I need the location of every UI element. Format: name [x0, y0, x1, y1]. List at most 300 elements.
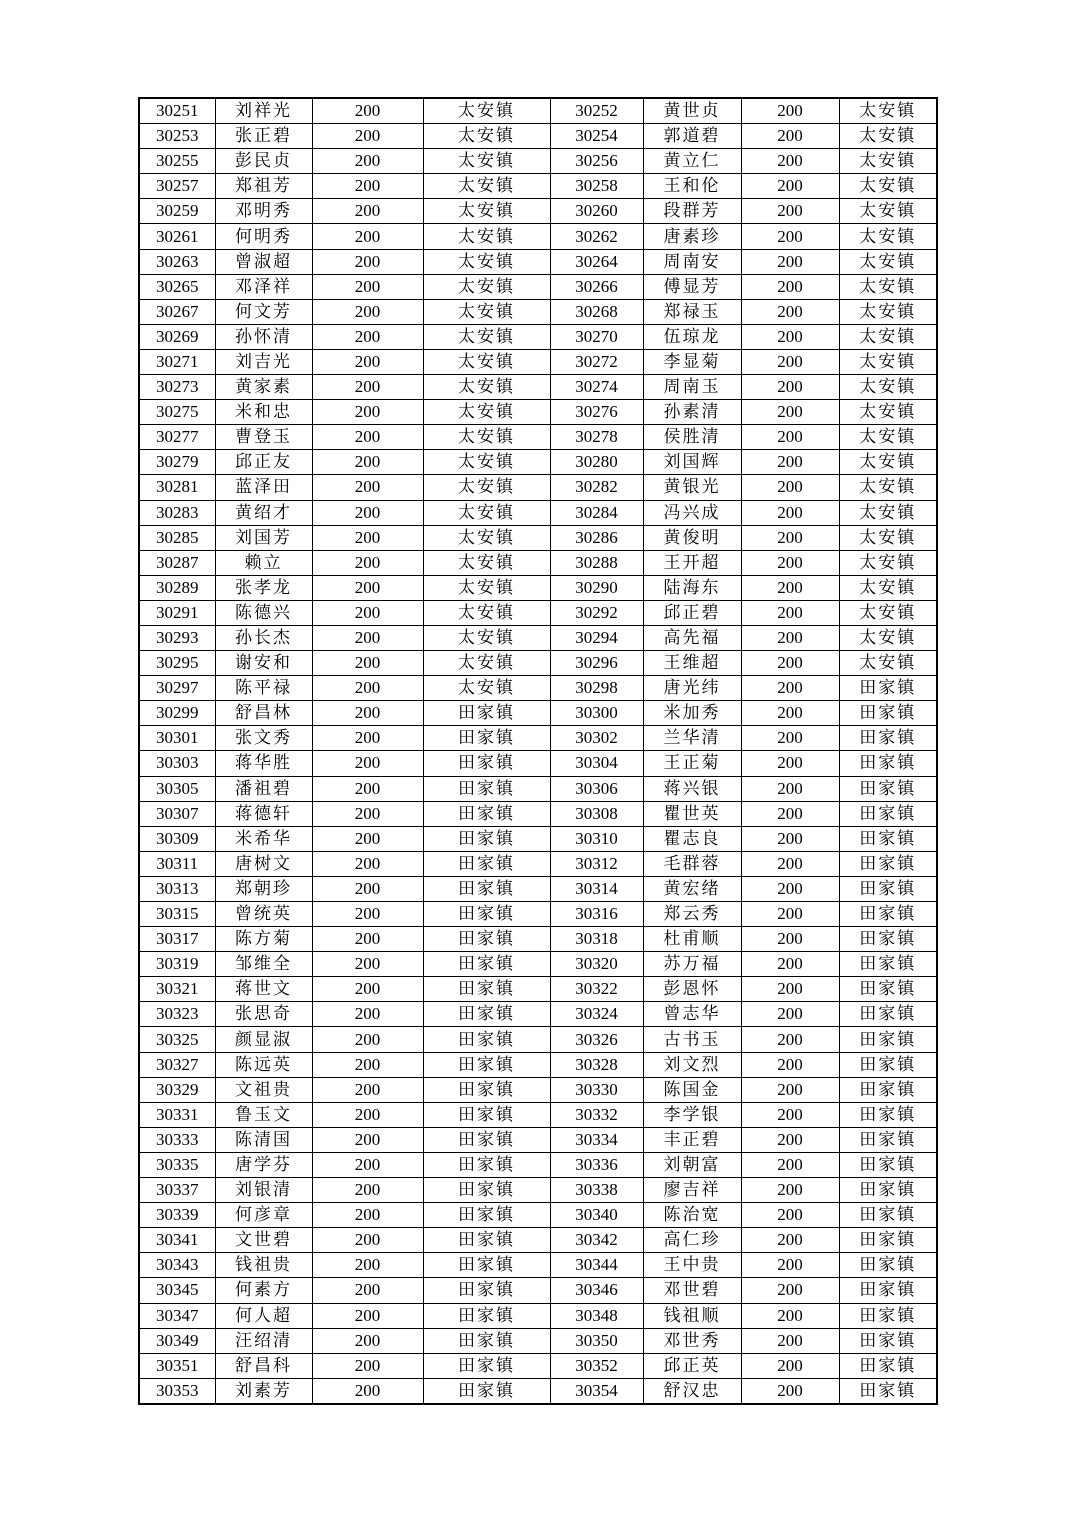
cell-town-left: 田家镇 [423, 977, 550, 1002]
cell-amount-left: 200 [312, 149, 423, 174]
table-row [139, 450, 937, 475]
cell-town-left: 田家镇 [423, 1178, 550, 1203]
cell-amount-right: 200 [741, 600, 839, 625]
cell-town-left: 田家镇 [423, 1152, 550, 1177]
cell-amount-left: 200 [312, 1353, 423, 1378]
cell-amount-right: 200 [741, 575, 839, 600]
table-row [139, 1052, 937, 1077]
cell-name-left: 颜显淑 [215, 1027, 312, 1052]
cell-amount-left: 200 [312, 876, 423, 901]
cell-amount-left: 200 [312, 701, 423, 726]
cell-amount-left: 200 [312, 375, 423, 400]
cell-name-right: 黄世贞 [643, 98, 741, 124]
cell-town-right: 田家镇 [839, 1002, 937, 1027]
cell-town-right: 太安镇 [839, 575, 937, 600]
cell-id-left: 30279 [139, 450, 215, 475]
cell-name-left: 陈平禄 [215, 676, 312, 701]
cell-town-left: 太安镇 [423, 124, 550, 149]
cell-name-left: 陈方菊 [215, 927, 312, 952]
cell-id-right: 30300 [550, 701, 643, 726]
cell-id-left: 30295 [139, 651, 215, 676]
table-row [139, 1378, 937, 1404]
table-row [139, 149, 937, 174]
cell-amount-left: 200 [312, 174, 423, 199]
cell-town-right: 田家镇 [839, 1303, 937, 1328]
cell-name-right: 段群芳 [643, 199, 741, 224]
table-row [139, 1027, 937, 1052]
cell-id-right: 30292 [550, 600, 643, 625]
cell-id-left: 30267 [139, 299, 215, 324]
cell-amount-right: 200 [741, 299, 839, 324]
cell-id-right: 30304 [550, 751, 643, 776]
cell-town-left: 田家镇 [423, 851, 550, 876]
cell-amount-right: 200 [741, 375, 839, 400]
cell-id-left: 30253 [139, 124, 215, 149]
cell-name-left: 张思奇 [215, 1002, 312, 1027]
cell-town-right: 太安镇 [839, 550, 937, 575]
cell-amount-right: 200 [741, 726, 839, 751]
cell-id-left: 30257 [139, 174, 215, 199]
cell-amount-right: 200 [741, 1178, 839, 1203]
cell-name-right: 蒋兴银 [643, 776, 741, 801]
cell-id-right: 30330 [550, 1077, 643, 1102]
cell-amount-left: 200 [312, 1027, 423, 1052]
cell-amount-right: 200 [741, 927, 839, 952]
cell-town-left: 太安镇 [423, 600, 550, 625]
cell-amount-right: 200 [741, 1353, 839, 1378]
cell-name-left: 何文芳 [215, 299, 312, 324]
cell-amount-left: 200 [312, 199, 423, 224]
cell-name-right: 毛群蓉 [643, 851, 741, 876]
cell-name-right: 刘国辉 [643, 450, 741, 475]
cell-town-left: 田家镇 [423, 701, 550, 726]
cell-town-right: 田家镇 [839, 1203, 937, 1228]
cell-town-right: 太安镇 [839, 349, 937, 374]
cell-id-right: 30316 [550, 902, 643, 927]
cell-amount-left: 200 [312, 902, 423, 927]
cell-id-left: 30291 [139, 600, 215, 625]
cell-id-right: 30284 [550, 500, 643, 525]
cell-name-right: 黄立仁 [643, 149, 741, 174]
cell-id-left: 30313 [139, 876, 215, 901]
cell-town-left: 太安镇 [423, 199, 550, 224]
cell-id-right: 30274 [550, 375, 643, 400]
table-row [139, 1328, 937, 1353]
table-row [139, 826, 937, 851]
cell-name-left: 刘国芳 [215, 525, 312, 550]
cell-town-left: 太安镇 [423, 676, 550, 701]
cell-amount-right: 200 [741, 400, 839, 425]
cell-town-right: 太安镇 [839, 425, 937, 450]
cell-name-left: 张孝龙 [215, 575, 312, 600]
cell-id-left: 30333 [139, 1127, 215, 1152]
cell-id-left: 30303 [139, 751, 215, 776]
cell-name-left: 文世碧 [215, 1228, 312, 1253]
cell-town-right: 太安镇 [839, 199, 937, 224]
cell-town-right: 田家镇 [839, 952, 937, 977]
cell-amount-right: 200 [741, 450, 839, 475]
cell-town-right: 太安镇 [839, 324, 937, 349]
table-row [139, 977, 937, 1002]
cell-id-left: 30251 [139, 98, 215, 124]
cell-town-right: 田家镇 [839, 927, 937, 952]
cell-amount-right: 200 [741, 500, 839, 525]
cell-town-right: 太安镇 [839, 98, 937, 124]
cell-town-left: 田家镇 [423, 1353, 550, 1378]
cell-amount-right: 200 [741, 550, 839, 575]
cell-amount-left: 200 [312, 1378, 423, 1404]
cell-amount-right: 200 [741, 776, 839, 801]
cell-town-left: 太安镇 [423, 174, 550, 199]
cell-name-left: 陈远英 [215, 1052, 312, 1077]
cell-name-left: 刘素芳 [215, 1378, 312, 1404]
cell-amount-right: 200 [741, 124, 839, 149]
table-row [139, 776, 937, 801]
cell-id-right: 30350 [550, 1328, 643, 1353]
cell-id-left: 30299 [139, 701, 215, 726]
cell-town-left: 太安镇 [423, 651, 550, 676]
cell-id-right: 30314 [550, 876, 643, 901]
cell-name-left: 陈德兴 [215, 600, 312, 625]
cell-amount-right: 200 [741, 826, 839, 851]
cell-town-right: 太安镇 [839, 600, 937, 625]
cell-town-left: 田家镇 [423, 1077, 550, 1102]
cell-name-right: 彭恩怀 [643, 977, 741, 1002]
cell-id-left: 30321 [139, 977, 215, 1002]
cell-amount-left: 200 [312, 625, 423, 650]
cell-name-left: 文祖贵 [215, 1077, 312, 1102]
cell-id-right: 30256 [550, 149, 643, 174]
cell-name-right: 高仁珍 [643, 1228, 741, 1253]
cell-id-right: 30318 [550, 927, 643, 952]
table-row [139, 174, 937, 199]
cell-town-left: 太安镇 [423, 224, 550, 249]
cell-id-right: 30322 [550, 977, 643, 1002]
cell-town-left: 太安镇 [423, 249, 550, 274]
cell-amount-left: 200 [312, 851, 423, 876]
cell-name-left: 蒋华胜 [215, 751, 312, 776]
cell-name-left: 张正碧 [215, 124, 312, 149]
cell-amount-left: 200 [312, 525, 423, 550]
cell-town-right: 田家镇 [839, 1152, 937, 1177]
cell-name-right: 王和伦 [643, 174, 741, 199]
cell-id-left: 30293 [139, 625, 215, 650]
table-row [139, 274, 937, 299]
cell-id-right: 30280 [550, 450, 643, 475]
cell-town-left: 田家镇 [423, 1328, 550, 1353]
cell-amount-left: 200 [312, 274, 423, 299]
cell-amount-right: 200 [741, 876, 839, 901]
cell-name-right: 侯胜清 [643, 425, 741, 450]
table-row [139, 676, 937, 701]
cell-amount-right: 200 [741, 651, 839, 676]
cell-id-left: 30289 [139, 575, 215, 600]
cell-name-right: 郑禄玉 [643, 299, 741, 324]
cell-name-left: 黄绍才 [215, 500, 312, 525]
table-row [139, 525, 937, 550]
cell-name-left: 彭民贞 [215, 149, 312, 174]
cell-id-right: 30336 [550, 1152, 643, 1177]
cell-id-left: 30277 [139, 425, 215, 450]
cell-town-left: 田家镇 [423, 1303, 550, 1328]
cell-amount-right: 200 [741, 425, 839, 450]
cell-id-left: 30347 [139, 1303, 215, 1328]
cell-id-left: 30285 [139, 525, 215, 550]
cell-id-left: 30301 [139, 726, 215, 751]
cell-name-left: 米和忠 [215, 400, 312, 425]
cell-town-left: 田家镇 [423, 1102, 550, 1127]
table-row [139, 927, 937, 952]
cell-id-right: 30260 [550, 199, 643, 224]
cell-town-left: 太安镇 [423, 425, 550, 450]
cell-name-left: 陈清国 [215, 1127, 312, 1152]
cell-id-left: 30263 [139, 249, 215, 274]
cell-id-right: 30290 [550, 575, 643, 600]
cell-town-right: 田家镇 [839, 1328, 937, 1353]
cell-name-right: 唐光纬 [643, 676, 741, 701]
cell-amount-right: 200 [741, 851, 839, 876]
cell-name-left: 唐树文 [215, 851, 312, 876]
cell-id-right: 30352 [550, 1353, 643, 1378]
cell-id-left: 30281 [139, 475, 215, 500]
cell-id-left: 30297 [139, 676, 215, 701]
cell-id-right: 30328 [550, 1052, 643, 1077]
table-row [139, 751, 937, 776]
table-row [139, 1228, 937, 1253]
cell-town-right: 田家镇 [839, 1378, 937, 1404]
cell-id-left: 30341 [139, 1228, 215, 1253]
cell-name-left: 曹登玉 [215, 425, 312, 450]
cell-town-left: 太安镇 [423, 400, 550, 425]
cell-id-right: 30262 [550, 224, 643, 249]
cell-name-right: 周南玉 [643, 375, 741, 400]
cell-id-left: 30315 [139, 902, 215, 927]
cell-town-right: 太安镇 [839, 651, 937, 676]
cell-name-left: 唐学芬 [215, 1152, 312, 1177]
cell-id-right: 30258 [550, 174, 643, 199]
cell-id-right: 30310 [550, 826, 643, 851]
cell-id-left: 30331 [139, 1102, 215, 1127]
cell-amount-left: 200 [312, 575, 423, 600]
cell-id-right: 30334 [550, 1127, 643, 1152]
cell-amount-left: 200 [312, 1178, 423, 1203]
cell-town-left: 田家镇 [423, 1278, 550, 1303]
cell-name-left: 黄家素 [215, 375, 312, 400]
cell-name-left: 舒昌林 [215, 701, 312, 726]
cell-amount-left: 200 [312, 676, 423, 701]
cell-amount-left: 200 [312, 651, 423, 676]
cell-id-left: 30287 [139, 550, 215, 575]
cell-name-left: 刘银清 [215, 1178, 312, 1203]
cell-town-left: 太安镇 [423, 149, 550, 174]
table-row [139, 425, 937, 450]
cell-name-right: 王正菊 [643, 751, 741, 776]
cell-town-right: 田家镇 [839, 776, 937, 801]
cell-name-right: 邱正英 [643, 1353, 741, 1378]
cell-name-right: 周南安 [643, 249, 741, 274]
cell-id-left: 30317 [139, 927, 215, 952]
cell-name-left: 赖立 [215, 550, 312, 575]
cell-amount-left: 200 [312, 1102, 423, 1127]
cell-amount-right: 200 [741, 1052, 839, 1077]
cell-name-right: 唐素珍 [643, 224, 741, 249]
cell-town-left: 田家镇 [423, 1002, 550, 1027]
cell-id-right: 30340 [550, 1203, 643, 1228]
cell-id-right: 30348 [550, 1303, 643, 1328]
cell-amount-left: 200 [312, 776, 423, 801]
cell-id-left: 30271 [139, 349, 215, 374]
table-row [139, 1077, 937, 1102]
cell-town-right: 太安镇 [839, 500, 937, 525]
cell-id-right: 30272 [550, 349, 643, 374]
cell-town-left: 田家镇 [423, 876, 550, 901]
cell-amount-left: 200 [312, 1278, 423, 1303]
cell-amount-left: 200 [312, 425, 423, 450]
cell-name-left: 蒋德轩 [215, 801, 312, 826]
cell-town-left: 太安镇 [423, 575, 550, 600]
cell-name-right: 苏万福 [643, 952, 741, 977]
cell-town-right: 太安镇 [839, 375, 937, 400]
cell-name-right: 孙素清 [643, 400, 741, 425]
cell-id-right: 30338 [550, 1178, 643, 1203]
cell-town-left: 太安镇 [423, 625, 550, 650]
cell-town-left: 太安镇 [423, 375, 550, 400]
cell-town-right: 田家镇 [839, 801, 937, 826]
cell-town-left: 田家镇 [423, 726, 550, 751]
table-row [139, 1127, 937, 1152]
cell-town-left: 太安镇 [423, 324, 550, 349]
cell-name-right: 黄俊明 [643, 525, 741, 550]
cell-amount-right: 200 [741, 1127, 839, 1152]
cell-amount-right: 200 [741, 174, 839, 199]
cell-town-right: 田家镇 [839, 726, 937, 751]
cell-town-right: 太安镇 [839, 400, 937, 425]
cell-name-right: 兰华清 [643, 726, 741, 751]
table-row [139, 1303, 937, 1328]
cell-id-left: 30307 [139, 801, 215, 826]
cell-name-left: 谢安和 [215, 651, 312, 676]
table-row [139, 1203, 937, 1228]
cell-id-left: 30305 [139, 776, 215, 801]
cell-town-left: 田家镇 [423, 1052, 550, 1077]
cell-name-right: 李显菊 [643, 349, 741, 374]
table-row [139, 651, 937, 676]
cell-id-right: 30342 [550, 1228, 643, 1253]
table-row [139, 475, 937, 500]
cell-name-right: 高先福 [643, 625, 741, 650]
cell-id-right: 30326 [550, 1027, 643, 1052]
roster-body [139, 98, 937, 1404]
cell-town-right: 田家镇 [839, 1278, 937, 1303]
cell-name-left: 蓝泽田 [215, 475, 312, 500]
cell-town-left: 田家镇 [423, 1127, 550, 1152]
cell-town-left: 田家镇 [423, 826, 550, 851]
cell-amount-left: 200 [312, 1052, 423, 1077]
roster-table [138, 97, 938, 1405]
cell-id-right: 30296 [550, 651, 643, 676]
cell-town-right: 太安镇 [839, 475, 937, 500]
cell-amount-left: 200 [312, 927, 423, 952]
cell-id-left: 30337 [139, 1178, 215, 1203]
cell-name-left: 何素方 [215, 1278, 312, 1303]
cell-amount-left: 200 [312, 977, 423, 1002]
cell-name-left: 张文秀 [215, 726, 312, 751]
cell-amount-right: 200 [741, 1002, 839, 1027]
table-row [139, 801, 937, 826]
cell-town-left: 田家镇 [423, 952, 550, 977]
cell-name-left: 刘吉光 [215, 349, 312, 374]
cell-id-right: 30282 [550, 475, 643, 500]
cell-amount-right: 200 [741, 1328, 839, 1353]
cell-name-right: 邓世碧 [643, 1278, 741, 1303]
cell-name-left: 孙怀清 [215, 324, 312, 349]
cell-id-right: 30332 [550, 1102, 643, 1127]
cell-town-right: 田家镇 [839, 701, 937, 726]
table-row [139, 1353, 937, 1378]
cell-name-right: 黄银光 [643, 475, 741, 500]
cell-amount-left: 200 [312, 1002, 423, 1027]
cell-town-right: 太安镇 [839, 224, 937, 249]
cell-amount-left: 200 [312, 400, 423, 425]
cell-amount-left: 200 [312, 550, 423, 575]
cell-name-left: 邓泽祥 [215, 274, 312, 299]
cell-id-right: 30308 [550, 801, 643, 826]
cell-town-right: 田家镇 [839, 1253, 937, 1278]
cell-name-left: 邱正友 [215, 450, 312, 475]
cell-id-left: 30265 [139, 274, 215, 299]
cell-id-left: 30339 [139, 1203, 215, 1228]
cell-amount-right: 200 [741, 952, 839, 977]
table-row [139, 1152, 937, 1177]
cell-amount-left: 200 [312, 500, 423, 525]
cell-town-left: 太安镇 [423, 500, 550, 525]
cell-name-right: 丰正碧 [643, 1127, 741, 1152]
table-row [139, 500, 937, 525]
cell-name-right: 瞿志良 [643, 826, 741, 851]
cell-id-right: 30354 [550, 1378, 643, 1404]
cell-town-left: 田家镇 [423, 1378, 550, 1404]
cell-town-left: 田家镇 [423, 1228, 550, 1253]
cell-name-right: 杜甫顺 [643, 927, 741, 952]
cell-town-left: 田家镇 [423, 902, 550, 927]
cell-name-left: 潘祖碧 [215, 776, 312, 801]
table-row [139, 575, 937, 600]
cell-name-right: 米加秀 [643, 701, 741, 726]
cell-town-right: 田家镇 [839, 751, 937, 776]
cell-town-right: 田家镇 [839, 902, 937, 927]
cell-name-right: 廖吉祥 [643, 1178, 741, 1203]
cell-amount-right: 200 [741, 751, 839, 776]
cell-id-left: 30343 [139, 1253, 215, 1278]
cell-name-right: 郭道碧 [643, 124, 741, 149]
cell-amount-left: 200 [312, 600, 423, 625]
cell-amount-right: 200 [741, 224, 839, 249]
cell-amount-right: 200 [741, 1203, 839, 1228]
cell-name-right: 冯兴成 [643, 500, 741, 525]
cell-amount-left: 200 [312, 826, 423, 851]
cell-amount-left: 200 [312, 726, 423, 751]
cell-name-right: 邱正碧 [643, 600, 741, 625]
cell-name-left: 蒋世文 [215, 977, 312, 1002]
cell-id-right: 30276 [550, 400, 643, 425]
table-row [139, 349, 937, 374]
cell-id-left: 30345 [139, 1278, 215, 1303]
cell-amount-left: 200 [312, 801, 423, 826]
cell-town-right: 太安镇 [839, 625, 937, 650]
cell-amount-left: 200 [312, 124, 423, 149]
cell-id-left: 30259 [139, 199, 215, 224]
table-row [139, 98, 937, 124]
